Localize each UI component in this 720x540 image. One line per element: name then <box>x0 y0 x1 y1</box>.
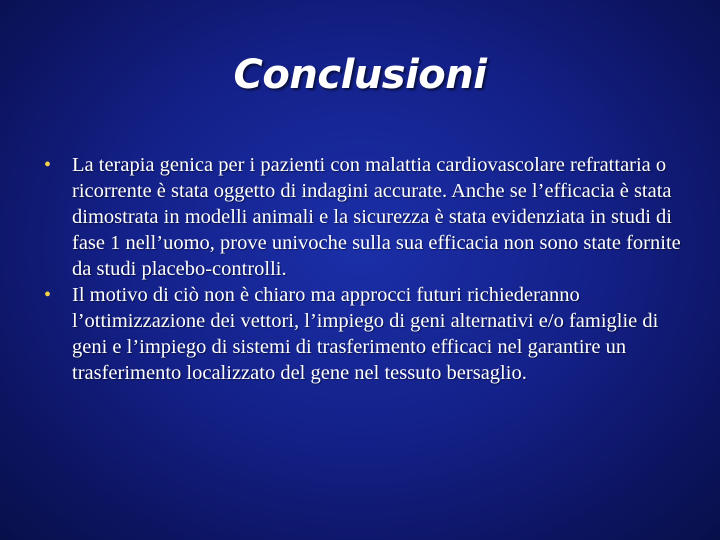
bullet-icon: • <box>44 154 52 176</box>
bullet-text: Il motivo di ciò non è chiaro ma approcci futuri richiederanno l’ottimizzazione dei vettori, l’impiego di geni alternativi e/o famiglie di geni e l’impiego di sistemi di trasferimento efficaci nel garantire un trasferimento localizzato del gene nel tessuto bersaglio. <box>72 284 659 384</box>
slide-title: Conclusioni <box>233 52 487 98</box>
bullet-item <box>44 282 694 386</box>
bullet-item <box>44 152 694 282</box>
bullet-icon: • <box>44 284 52 306</box>
bullet-list <box>44 152 694 386</box>
bullet-text: La terapia genica per i pazienti con malattia cardiovascolare refrattaria o ricorrente è stata oggetto di indagini accurate. Anche se l’efficacia è stata dimostrata in modelli animali e la sicurezza è stata evidenziata in studi di fase 1 nell’uomo, prove univoche sulla sua efficacia non sono state fornite da studi placebo-controlli. <box>72 154 681 280</box>
